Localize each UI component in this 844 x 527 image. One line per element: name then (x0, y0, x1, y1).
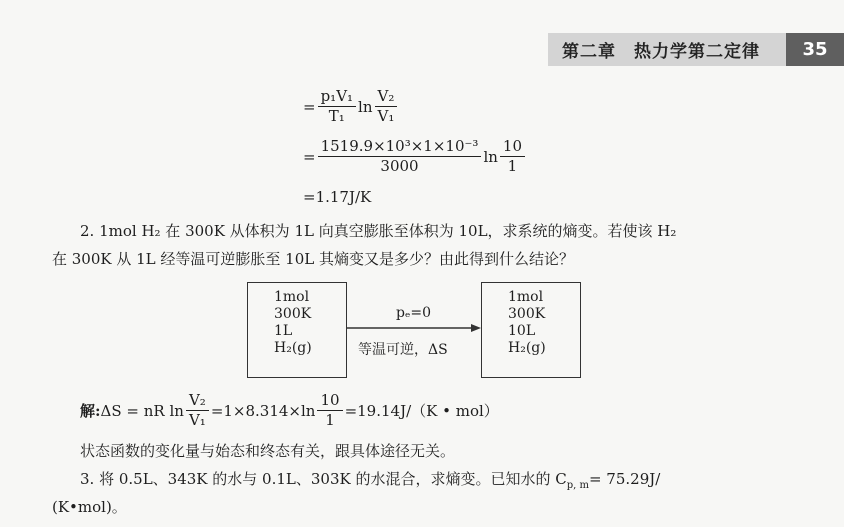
fraction: $\frac{\text{V₂}}{\text{V₁}}$ (375, 88, 398, 125)
fraction: $\frac{10}{1}$ (317, 392, 342, 429)
arrow-label-bottom: 等温可逆，ΔS (358, 342, 448, 358)
fraction: $\frac{\text{1519.9×10³×1×10⁻³}}{3000}$ (318, 138, 482, 175)
equation-line-2: = $\frac{\text{1519.9×10³×1×10⁻³}}{3000}$ ln $\frac{10}{1}$ (303, 138, 527, 175)
solution-label: 解: (80, 402, 101, 420)
problem-2-line-1: 2. 1mol H₂ 在 300K 从体积为 1L 向真空膨胀至体积为 10L，求系统的熵变。若使该 H₂ (80, 222, 677, 240)
solution-equation: 解: ΔS = nR ln $\frac{\text{V₂}}{\text{V₁}}$ =1×8.314×ln $\frac{10}{1}$ =19.14J/（K • mol） (80, 391, 499, 429)
solution-conclusion: 状态函数的变化量与始态和终态有关，跟具体途径无关。 (80, 442, 456, 460)
final-state-box: 1mol 300K 10L H₂(g) (481, 282, 581, 378)
problem-2-line-2: 在 300K 从 1L 经等温可逆膨胀至 10L 其熵变又是多少？由此得到什么结论？ (52, 250, 574, 268)
problem-3-line-1: 3. 将 0.5L、343K 的水与 0.1L、303K 的水混合，求熵变。已知水的 $C_{p, m}= 75.29J/$ (80, 470, 661, 491)
arrow-label-top: pₑ=0 (396, 305, 432, 321)
process-arrow (347, 322, 481, 334)
equation-line-1: = $\frac{\text{p₁V₁}}{\text{T₁}}$ ln $\frac{\text{V₂}}{\text{V₁}}$ (303, 88, 399, 125)
fraction: $\frac{\text{V₂}}{\text{V₁}}$ (186, 392, 209, 429)
equation-line-3: =1.17J/K (303, 188, 372, 206)
fraction: $\frac{\text{p₁V₁}}{\text{T₁}}$ (318, 88, 356, 125)
chapter-title: 第二章 热力学第二定律 (562, 42, 760, 62)
fraction: $\frac{10}{1}$ (500, 138, 525, 175)
initial-state-box: 1mol 300K 1L H₂(g) (247, 282, 347, 378)
problem-3-line-2: (K•mol)。 (52, 498, 127, 516)
page-number: 35 (786, 33, 844, 66)
